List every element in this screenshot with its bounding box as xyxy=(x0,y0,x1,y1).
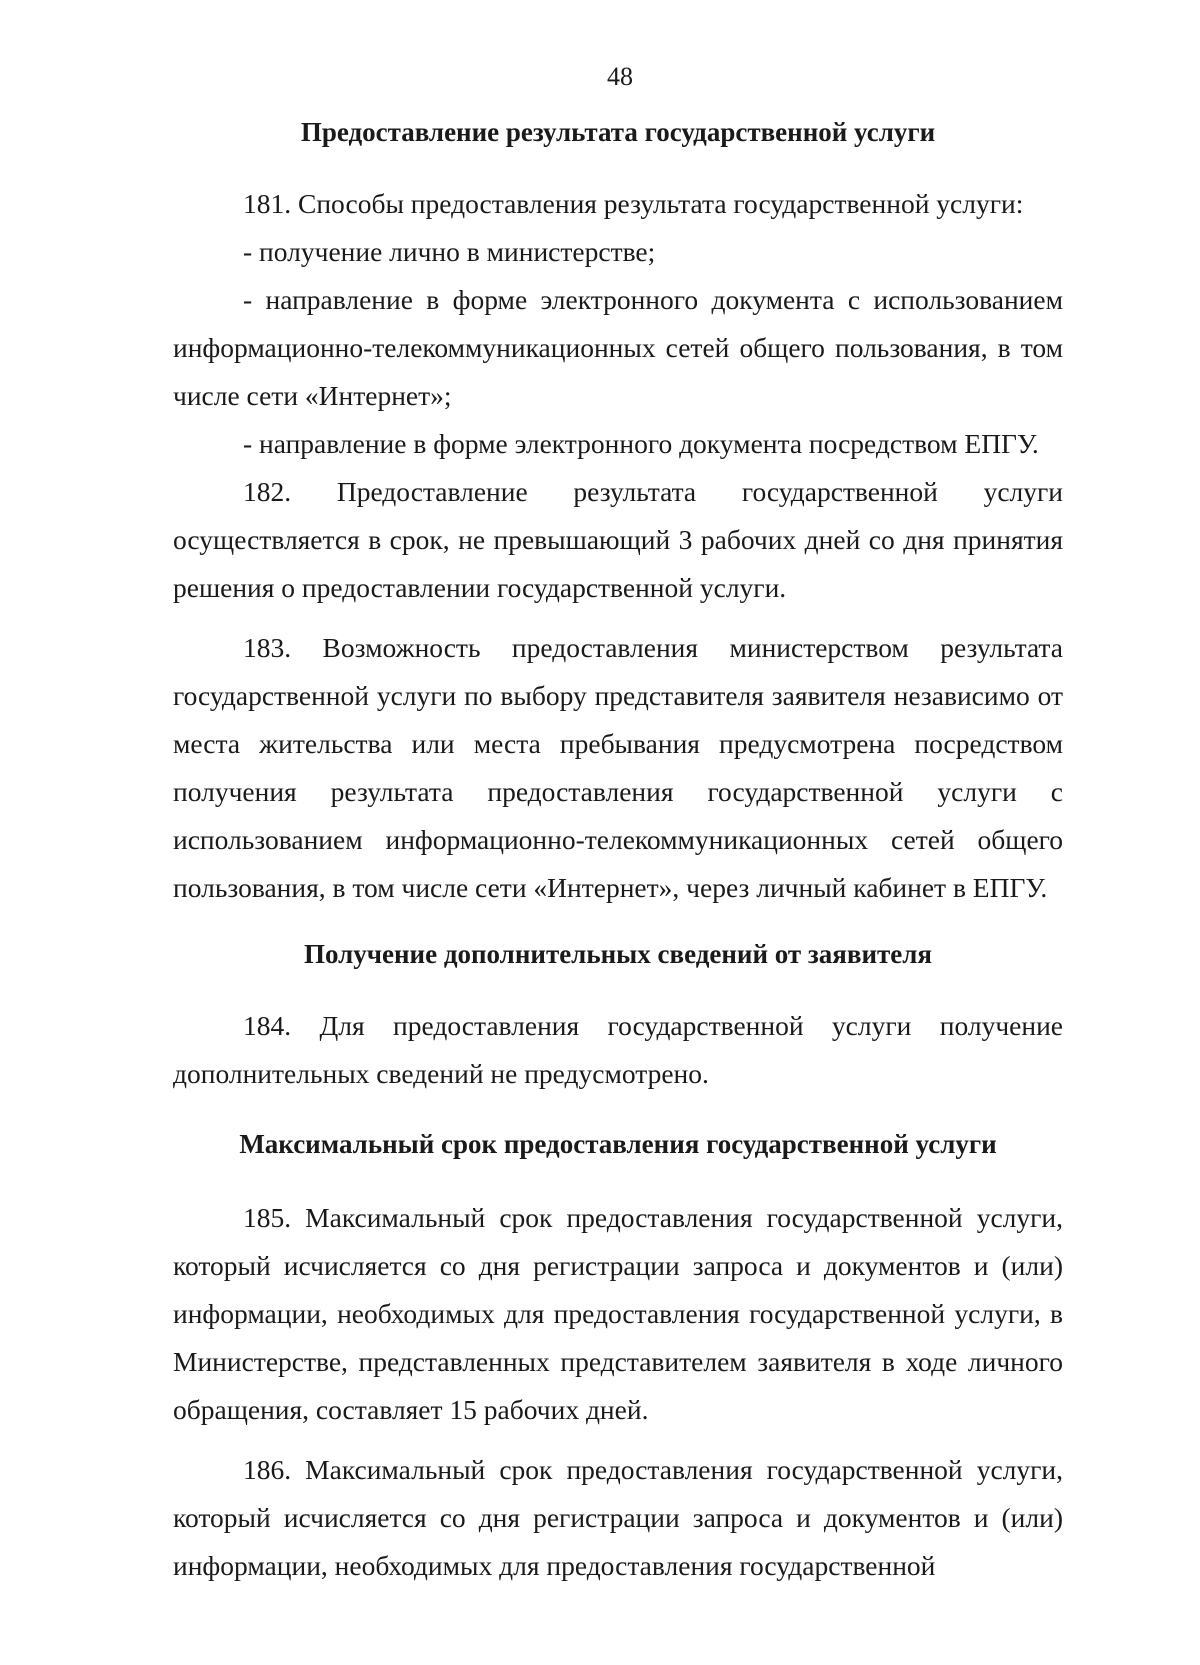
list-item-electronic-internet: - направление в форме электронного документа с использованием информационно-телекоммуникационных сетей общего пользования, в том числе сети «Интернет»; xyxy=(173,284,1063,411)
list-item-personal-receipt: - получение лично в министерстве; xyxy=(243,236,656,267)
paragraph-185: 185. Максимальный срок предоставления государственной услуги, который исчисляется со дня регистрации запроса и документов и (или) информации, необходимых для предоставления государственной услуги, в Министерстве, представленных представителем заявителя в ходе личного обращения, составляет 15 рабочих дней. xyxy=(173,1202,1063,1425)
page-number: 48 xyxy=(607,62,633,91)
paragraph-183: 183. Возможность предоставления министерством результата государственной услуги по выбору представителя заявителя независимо от места жительства или места пребывания предусмотрена посредством получения результата предоставления государственной услуги с использованием информационно-телекоммуникационных сетей общего пользования, в том числе сети «Интернет», через личный кабинет в ЕПГУ. xyxy=(173,632,1063,903)
paragraph-186: 186. Максимальный срок предоставления государственной услуги, который исчисляется со дня регистрации запроса и документов и (или) информации, необходимых для предоставления государственной xyxy=(173,1454,1063,1581)
list-item-electronic-epgu: - направление в форме электронного документа посредством ЕПГУ. xyxy=(243,428,1039,459)
section-heading-result-provision: Предоставление результата государственной услуги xyxy=(300,117,936,147)
section-heading-additional-info: Получение дополнительных сведений от заявителя xyxy=(303,939,933,969)
paragraph-182: 182. Предоставление результата государственной услуги осуществляется в срок, не превышающий 3 рабочих дней со дня принятия решения о предоставлении государственной услуги. xyxy=(173,476,1063,603)
page-content xyxy=(173,108,1063,1590)
paragraph-184: 184. Для предоставления государственной услуги получение дополнительных сведений не предусмотрено. xyxy=(173,1010,1063,1089)
section-heading-max-term: Максимальный срок предоставления государственной услуги xyxy=(239,1129,997,1159)
paragraph-181: 181. Способы предоставления результата государственной услуги: xyxy=(243,188,1024,219)
